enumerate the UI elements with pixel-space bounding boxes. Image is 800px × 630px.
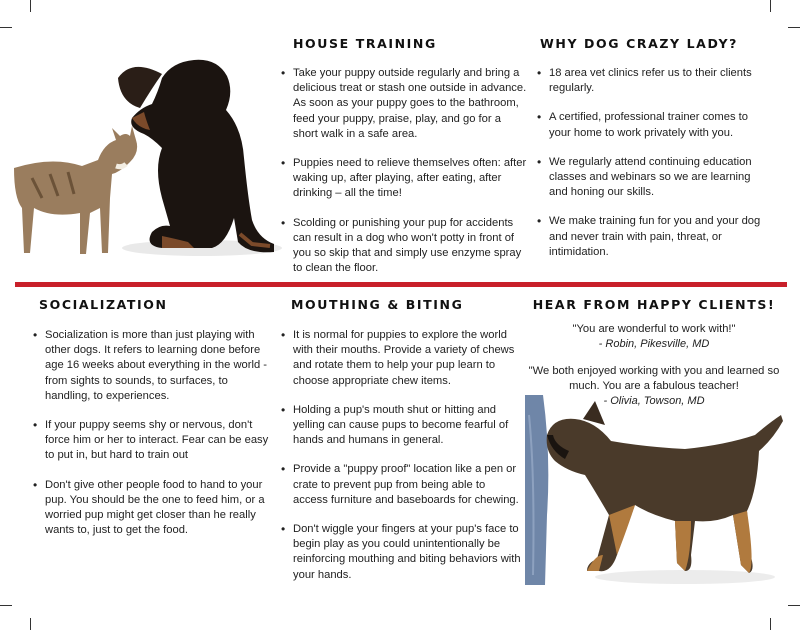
- list-item: • We regularly attend continuing education classes and webinars so we are learning and honing our skills.: [537, 155, 771, 201]
- cat-and-doberman-photo: [12, 48, 282, 273]
- list-item: • Holding a pup's mouth shut or hitting and yelling can cause pups to become fearful of hands and humans in general.: [281, 403, 523, 449]
- section-divider: [15, 282, 787, 287]
- list-item: • A certified, professional trainer comes to your home to work privately with you.: [537, 110, 771, 140]
- list-item: • Provide a "puppy proof" location like a pen or crate to prevent pup from being able to access furniture and baseboards for chewing.: [281, 462, 523, 508]
- mouthing-list: [281, 328, 523, 583]
- quote-text: "You are wonderful to work with!": [572, 323, 736, 335]
- clients-section: [528, 297, 780, 409]
- clients-heading: HEAR FROM HAPPY CLIENTS!: [532, 297, 776, 312]
- why-section: [537, 36, 771, 260]
- list-item: • Puppies need to relieve themselves often: after waking up, after playing, after eating, after drinking – all the time!: [281, 156, 527, 202]
- list-item: • If your puppy seems shy or nervous, don't force him or her to interact. Fear can be easy to put in, but hard to train out: [33, 418, 269, 464]
- list-item: • It is normal for puppies to explore the world with their mouths. Provide a variety of chews and rotate them to help your pup learn to choose appropriate chew items.: [281, 328, 523, 389]
- puppy-figure: [547, 401, 783, 573]
- crop-mark: [0, 27, 12, 28]
- list-item: • 18 area vet clinics refer us to their clients regularly.: [537, 66, 771, 96]
- house-training-section: [281, 36, 527, 276]
- german-shepherd-puppy-photo: [525, 395, 787, 590]
- mouthing-section: [281, 297, 523, 583]
- house-training-heading: HOUSE TRAINING: [293, 36, 437, 51]
- list-item: • Don't wiggle your fingers at your pup's face to begin play as you could unintentionally be reinforcing mouthing and biting behaviors with your hands.: [281, 522, 523, 583]
- cat-figure: [14, 126, 137, 254]
- why-list: [537, 66, 771, 260]
- crop-mark: [30, 618, 31, 630]
- house-training-list: [281, 66, 527, 276]
- crop-mark: [788, 605, 800, 606]
- list-item: • Socialization is more than just playing with other dogs. It refers to learning done before age 16 weeks about everything in the world - from sights to sounds, to surfaces, to handling, to experiences.: [33, 328, 269, 404]
- why-heading: WHY DOG CRAZY LADY?: [540, 36, 739, 51]
- socialization-list: [33, 328, 269, 538]
- quote-text: "We both enjoyed working with you and learned so much. You are a fabulous teacher!: [528, 365, 780, 392]
- mouthing-heading: MOUTHING & BITING: [291, 297, 464, 312]
- socialization-section: [33, 297, 269, 538]
- list-item: • We make training fun for you and your dog and never train with pain, threat, or intimidation.: [537, 214, 771, 260]
- list-item: • Take your puppy outside regularly and bring a delicious treat or stash one outside in advance. As soon as your puppy goes to the bathroom, feed your puppy, praise, play, and go for a short walk in a safe area.: [281, 66, 527, 142]
- crop-mark: [770, 0, 771, 12]
- crop-mark: [788, 27, 800, 28]
- doberman-figure: [118, 60, 274, 252]
- quote-author: - Robin, Pikesville, MD: [598, 338, 710, 350]
- quote-author: - Olivia, Towson, MD: [603, 395, 705, 407]
- list-item: • Don't give other people food to hand to your pup. You should be the one to feed him, or a worried pup might get closer than he really wants to, just to get the food.: [33, 478, 269, 539]
- client-quote: [528, 322, 780, 352]
- crop-mark: [30, 0, 31, 12]
- socialization-heading: SOCIALIZATION: [39, 297, 168, 312]
- crop-mark: [0, 605, 12, 606]
- list-item: • Scolding or punishing your pup for accidents can result in a dog who won't potty in front of you so skip that and simply use enzyme spray to clean the floor.: [281, 216, 527, 277]
- crop-mark: [770, 618, 771, 630]
